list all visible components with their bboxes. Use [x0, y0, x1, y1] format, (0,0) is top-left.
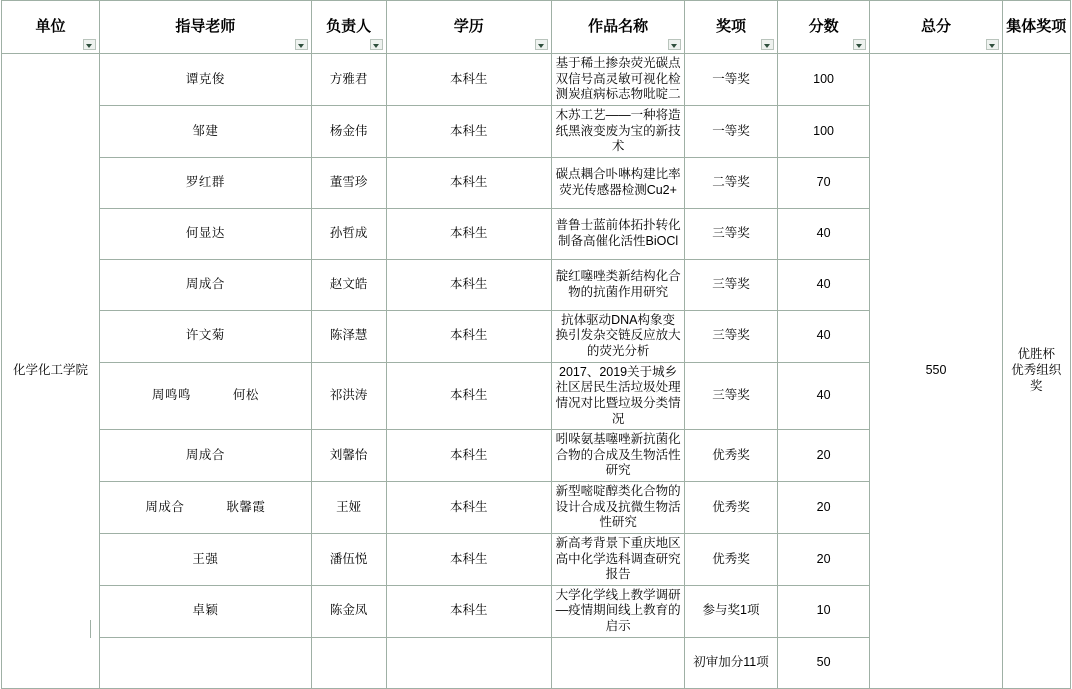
- cell-prize: 三等奖: [685, 208, 778, 259]
- cell-work-name: 基于稀土掺杂荧光碳点双信号高灵敏可视化检测炭疽病标志物吡啶二: [551, 54, 684, 106]
- cell-score: 40: [777, 259, 870, 310]
- cell-work-name: 靛红噻唑类新结构化合物的抗菌作用研究: [551, 259, 684, 310]
- header-unit: [2, 1, 100, 54]
- cell-owner: 王娅: [311, 482, 386, 534]
- cell-prize: 初审加分11项: [685, 637, 778, 688]
- cell-teacher-primary: 周成合: [145, 499, 185, 514]
- cell-teacher: 谭克俊: [100, 54, 312, 106]
- cell-prize: 三等奖: [685, 310, 778, 362]
- filter-dropdown-icon[interactable]: [761, 39, 774, 50]
- cell-education: 本科生: [386, 157, 551, 208]
- cell-unit: 化学化工学院: [2, 54, 100, 689]
- header-unit-label: 单位: [35, 17, 66, 35]
- header-prize: [685, 1, 778, 54]
- cell-score: 100: [777, 54, 870, 106]
- left-margin-strip: [0, 0, 1, 638]
- cell-score: 20: [777, 430, 870, 482]
- cell-teacher-secondary: 耿馨霞: [226, 499, 266, 514]
- cell-work-name: 新型嘧啶醇类化合物的设计合成及抗微生物活性研究: [551, 482, 684, 534]
- cell-group-award: [1002, 54, 1070, 689]
- header-work-name-label: 作品名称: [588, 17, 649, 35]
- header-teacher: [100, 1, 312, 54]
- cell-teacher: 周成合: [100, 430, 312, 482]
- cell-owner: 孙哲成: [311, 208, 386, 259]
- cell-owner: 杨金伟: [311, 105, 386, 157]
- cell-teacher: 许文菊: [100, 310, 312, 362]
- cell-education: 本科生: [386, 585, 551, 637]
- group-award-line: 奖: [1030, 378, 1043, 393]
- header-education: [386, 1, 551, 54]
- cell-education: 本科生: [386, 362, 551, 430]
- cell-education: 本科生: [386, 430, 551, 482]
- cell-teacher: 卓颖: [100, 585, 312, 637]
- cell-owner: 祁洪涛: [311, 362, 386, 430]
- cell-prize: 二等奖: [685, 157, 778, 208]
- cell-score: 40: [777, 362, 870, 430]
- cell-prize: 三等奖: [685, 362, 778, 430]
- header-group-award: [1002, 1, 1070, 54]
- filter-dropdown-icon[interactable]: [370, 39, 383, 50]
- cell-teacher: [100, 362, 312, 430]
- filter-dropdown-icon[interactable]: [853, 39, 866, 50]
- cell-teacher: 何显达: [100, 208, 312, 259]
- cell-teacher-primary: 周鸣鸣: [151, 388, 191, 403]
- cell-owner: 赵文皓: [311, 259, 386, 310]
- cell-education: 本科生: [386, 310, 551, 362]
- cell-total-score: 550: [870, 54, 1002, 689]
- cell-prize: 参与奖1项: [685, 585, 778, 637]
- cell-education: 本科生: [386, 54, 551, 106]
- cell-teacher: 王强: [100, 533, 312, 585]
- cell-owner: [311, 637, 386, 688]
- filter-dropdown-icon[interactable]: [986, 39, 999, 50]
- header-prize-label: 奖项: [716, 17, 747, 35]
- cell-prize: 优秀奖: [685, 430, 778, 482]
- cell-owner: 潘伍悦: [311, 533, 386, 585]
- cell-education: 本科生: [386, 105, 551, 157]
- cell-teacher: 罗红群: [100, 157, 312, 208]
- cell-education: 本科生: [386, 259, 551, 310]
- cell-work-name: 2017、2019关于城乡社区居民生活垃圾处理情况对比暨垃圾分类情况: [551, 362, 684, 430]
- cell-owner: 陈泽慧: [311, 310, 386, 362]
- sheet-bottom-gridline: [90, 620, 92, 638]
- cell-education: 本科生: [386, 208, 551, 259]
- header-teacher-label: 指导老师: [175, 17, 236, 35]
- cell-teacher: [100, 482, 312, 534]
- cell-education: 本科生: [386, 533, 551, 585]
- header-score-label: 分数: [808, 17, 839, 35]
- table-header-row: [2, 1, 1071, 54]
- cell-score: 10: [777, 585, 870, 637]
- cell-score: 50: [777, 637, 870, 688]
- filter-dropdown-icon[interactable]: [535, 39, 548, 50]
- header-owner: [311, 1, 386, 54]
- cell-work-name: [551, 637, 684, 688]
- filter-dropdown-icon[interactable]: [295, 39, 308, 50]
- header-work-name: [551, 1, 684, 54]
- group-award-line: 优秀组织: [1011, 363, 1062, 377]
- cell-owner: 董雪珍: [311, 157, 386, 208]
- cell-score: 70: [777, 157, 870, 208]
- header-total-label: 总分: [920, 17, 951, 35]
- cell-education: 本科生: [386, 482, 551, 534]
- cell-score: 20: [777, 533, 870, 585]
- filter-dropdown-icon[interactable]: [668, 39, 681, 50]
- table-row: [2, 54, 1071, 106]
- cell-teacher: [100, 637, 312, 688]
- cell-owner: 方雅君: [311, 54, 386, 106]
- cell-score: 100: [777, 105, 870, 157]
- cell-prize: 一等奖: [685, 54, 778, 106]
- cell-work-name: 碳点耦合卟啉构建比率荧光传感器检测Cu2+: [551, 157, 684, 208]
- cell-prize: 优秀奖: [685, 533, 778, 585]
- cell-prize: 三等奖: [685, 259, 778, 310]
- cell-work-name: 吲哚氨基噻唑新抗菌化合物的合成及生物活性研究: [551, 430, 684, 482]
- cell-teacher: 邹建: [100, 105, 312, 157]
- cell-teacher: 周成合: [100, 259, 312, 310]
- cell-prize: 一等奖: [685, 105, 778, 157]
- cell-work-name: 大学化学线上教学调研—疫情期间线上教育的启示: [551, 585, 684, 637]
- award-table: [1, 0, 1071, 689]
- cell-score: 20: [777, 482, 870, 534]
- cell-education: [386, 637, 551, 688]
- header-education-label: 学历: [453, 17, 484, 35]
- cell-work-name: 抗体驱动DNA构象变换引发杂交链反应放大的荧光分析: [551, 310, 684, 362]
- cell-work-name: 木苏工艺——一种将造纸黑液变废为宝的新技术: [551, 105, 684, 157]
- filter-dropdown-icon[interactable]: [83, 39, 96, 50]
- cell-work-name: 普鲁士蓝前体拓扑转化制备高催化活性BiOCl: [551, 208, 684, 259]
- cell-score: 40: [777, 310, 870, 362]
- cell-score: 40: [777, 208, 870, 259]
- cell-prize: 优秀奖: [685, 482, 778, 534]
- header-total: [870, 1, 1002, 54]
- cell-work-name: 新高考背景下重庆地区高中化学选科调查研究报告: [551, 533, 684, 585]
- cell-owner: 刘馨怡: [311, 430, 386, 482]
- group-award-line: 优胜杯: [1017, 347, 1056, 362]
- header-score: [777, 1, 870, 54]
- header-owner-label: 负责人: [326, 17, 372, 35]
- cell-teacher-secondary: 何松: [232, 388, 259, 403]
- header-group-award-label: 集体奖项: [1006, 17, 1067, 35]
- cell-owner: 陈金凤: [311, 585, 386, 637]
